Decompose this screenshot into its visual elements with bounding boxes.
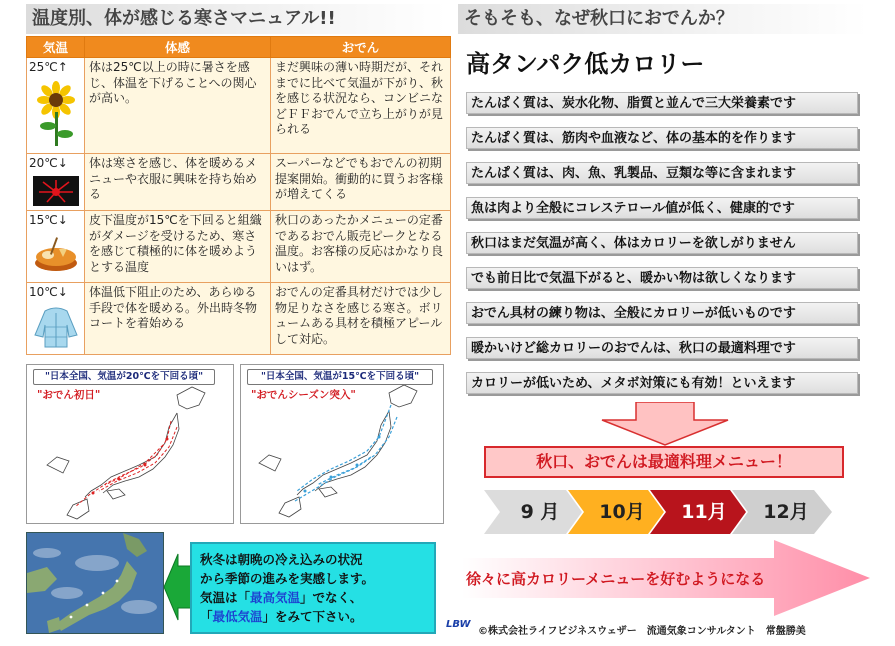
month-oct: 10月 <box>599 501 645 523</box>
callout-highlight-max: 最高気温 <box>250 590 301 605</box>
fact-item: 秋口はまだ気温が高く、体はカロリーを欲しがりません <box>466 232 858 254</box>
map-sub-oden-season: "おでんシーズン突入" <box>251 389 356 401</box>
table-header-row <box>27 37 451 58</box>
table-row <box>27 211 451 283</box>
fact-item: たんぱく質は、炭水化物、脂質と並んで三大栄養素です <box>466 92 858 114</box>
fact-item: 魚は肉より全般にコレステロール値が低く、健康的です <box>466 197 858 219</box>
lbw-logo: LBW <box>446 619 471 630</box>
month-dec: 12月 <box>763 501 809 523</box>
footer-message: 徐々に高カロリーメニューを好むようになる <box>466 570 766 588</box>
body-feeling-cell: 体は25℃以上の時に暑さを感じ、体温を下げることへの関心が高い。 <box>85 58 271 154</box>
header-oden: おでん <box>271 37 451 58</box>
temp-cell <box>27 58 85 154</box>
callout-text: 」でなく、 <box>300 590 363 605</box>
satellite-map-graphic <box>27 533 164 634</box>
callout-line-3 <box>200 588 426 607</box>
temp-label: 25℃↑ <box>29 60 68 74</box>
map-label-20c: "日本全国、気温が20℃を下回る頃" <box>33 369 215 385</box>
fact-item: でも前日比で気温下がると、暖かい物は欲しくなります <box>466 267 858 289</box>
weather-satellite-image <box>26 532 164 634</box>
map-sub-oden-first-day: "おでん初日" <box>37 389 101 401</box>
cold-manual-table <box>26 36 451 355</box>
callout-text: 」をみて下さい。 <box>262 609 363 624</box>
month-nov: 11月 <box>681 501 727 523</box>
table-row <box>27 283 451 355</box>
copyright: ©株式会社ライフビジネスウェザー 流通気象コンサルタント 常盤勝美 <box>478 626 806 637</box>
temp-label: 20℃↓ <box>29 156 68 170</box>
table-row <box>27 58 451 154</box>
temperature-callout <box>190 542 436 634</box>
fact-item: おでん具材の練り物は、全般にカロリーが低いものです <box>466 302 858 324</box>
fact-item: カロリーが低いため、メタボ対策にも有効！といえます <box>466 372 858 394</box>
temp-label: 15℃↓ <box>29 213 68 227</box>
fact-item: 暖かいけど総カロリーのおでんは、秋口の最適料理です <box>466 337 858 359</box>
oden-pot-icon <box>33 233 79 273</box>
temp-label: 10℃↓ <box>29 285 68 299</box>
body-feeling-cell: 皮下温度が15℃を下回ると組織がダメージを受けるため、寒さを感じて積極的に体を暖めようとする温度 <box>85 211 271 283</box>
temp-cell <box>27 283 85 355</box>
temp-cell <box>27 154 85 211</box>
callout-line-2: から季節の進みを実感します。 <box>200 571 375 586</box>
month-sep: 9 月 <box>520 501 560 523</box>
oden-cell: おでんの定番具材だけでは少し物足りなさを感じる寒さ。ボリュームある具材を積極アピールして対応。 <box>271 283 451 355</box>
body-feeling-cell: 体は寒さを感じ、体を暖めるメニューや衣服に興味を持ち始める <box>85 154 271 211</box>
right-section-header: そもそも、なぜ秋口におでんか？ <box>458 4 868 34</box>
fact-item: たんぱく質は、肉、魚、乳製品、豆類な等に含まれます <box>466 162 858 184</box>
callout-text: 気温は「 <box>200 590 251 605</box>
body-feeling-cell: 体温低下阻止のため、あらゆる手段で体を暖める。外出時冬物コートを着始める <box>85 283 271 355</box>
callout-text: 「 <box>200 609 213 624</box>
callout-line-4 <box>200 607 426 626</box>
right-title: 高タンパク低カロリー <box>466 50 705 78</box>
table-row <box>27 154 451 211</box>
conclusion-banner: 秋口、おでんは最適料理メニュー！ <box>484 446 844 478</box>
map-20c-panel <box>26 364 234 524</box>
oden-cell: まだ興味の薄い時期だが、それまでに比べて気温が下がり、秋を感じる状況なら、コンビニなどＦＦおでんで立ち上がりが見られる <box>271 58 451 154</box>
down-arrow-icon <box>600 402 730 446</box>
fact-item: たんぱく質は、筋肉や血液など、体の基本的を作ります <box>466 127 858 149</box>
callout-highlight-min: 最低気温 <box>212 609 263 624</box>
oden-cell: スーパーなどでもおでんの初期提案開始。衝動的に買うお客様が増えてくる <box>271 154 451 211</box>
temp-cell <box>27 211 85 283</box>
map-label-15c: "日本全国、気温が15℃を下回る頃" <box>247 369 433 385</box>
callout-line-1: 秋冬は朝晩の冷え込みの状況 <box>200 552 363 567</box>
sunflower-icon <box>35 80 77 146</box>
red-spider-lily-icon <box>33 176 79 206</box>
header-temp: 気温 <box>27 37 85 58</box>
header-body: 体感 <box>85 37 271 58</box>
left-section-header: 温度別、体が感じる寒さマニュアル!! <box>26 4 446 34</box>
map-15c-panel <box>240 364 444 524</box>
winter-coat-icon <box>33 305 79 349</box>
oden-cell: 秋口のあったかメニューの定番であるおでん販売ピークとなる温度。お客様の反応はかなり良いはず。 <box>271 211 451 283</box>
